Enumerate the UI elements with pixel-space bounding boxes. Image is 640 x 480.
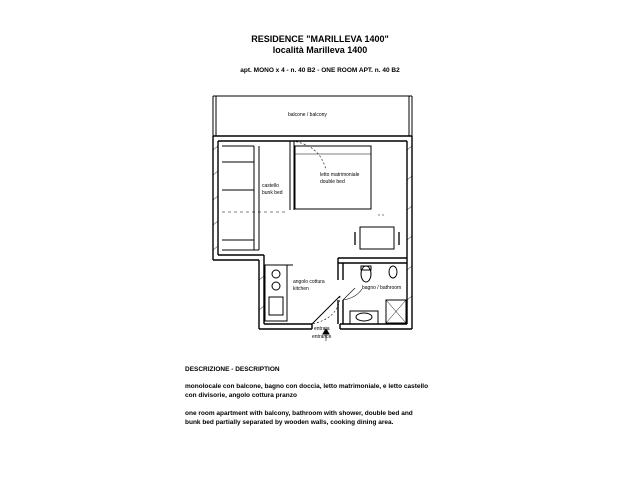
apartment-subtitle: apt. MONO x 4 - n. 40 B2 - ONE ROOM APT. n. 40 B2 [240,67,400,74]
kitchen-label-it: angolo cottura [293,279,325,285]
description-en-line-1: one room apartment with balcony, bathroom with shower, double bed and [185,410,413,417]
dining-table [355,215,399,249]
entrance-label-en: entrance [312,334,332,340]
kitchen-label-en: kitchen [293,286,309,292]
entrance-label-it: entrata [314,326,330,332]
description-it-line-1: monolocale con balcone, bagno con doccia, letto matrimoniale, e letto castello [185,383,429,390]
toilet [361,266,371,282]
description-it-line-2: con divisorie, angolo cottura pranzo [185,392,297,399]
bathroom-walls [338,258,407,324]
kitchen-counter [265,265,293,321]
bunk-bed-label-en: bunk bed [262,190,283,196]
residence-title: RESIDENCE "MARILLEVA 1400" [251,34,389,44]
bidet [389,266,397,278]
description-en-line-2: bunk bed partially separated by wooden walls, cooking dining area. [185,419,394,426]
bunk-bed-label-it: castello [262,183,279,189]
bunk-bed [222,146,288,250]
balcony-label: balcone / balcony [288,112,327,118]
bathroom-door [343,288,362,300]
location-title: località Marilleva 1400 [272,45,368,55]
double-bed-label-it: letto matrimoniale [320,172,360,178]
description-heading: DESCRIZIONE - DESCRIPTION [185,366,280,373]
bathroom-label: bagno / bathroom [362,285,402,291]
outer-walls [213,136,412,329]
double-bed-label-en: double bed [320,179,345,185]
